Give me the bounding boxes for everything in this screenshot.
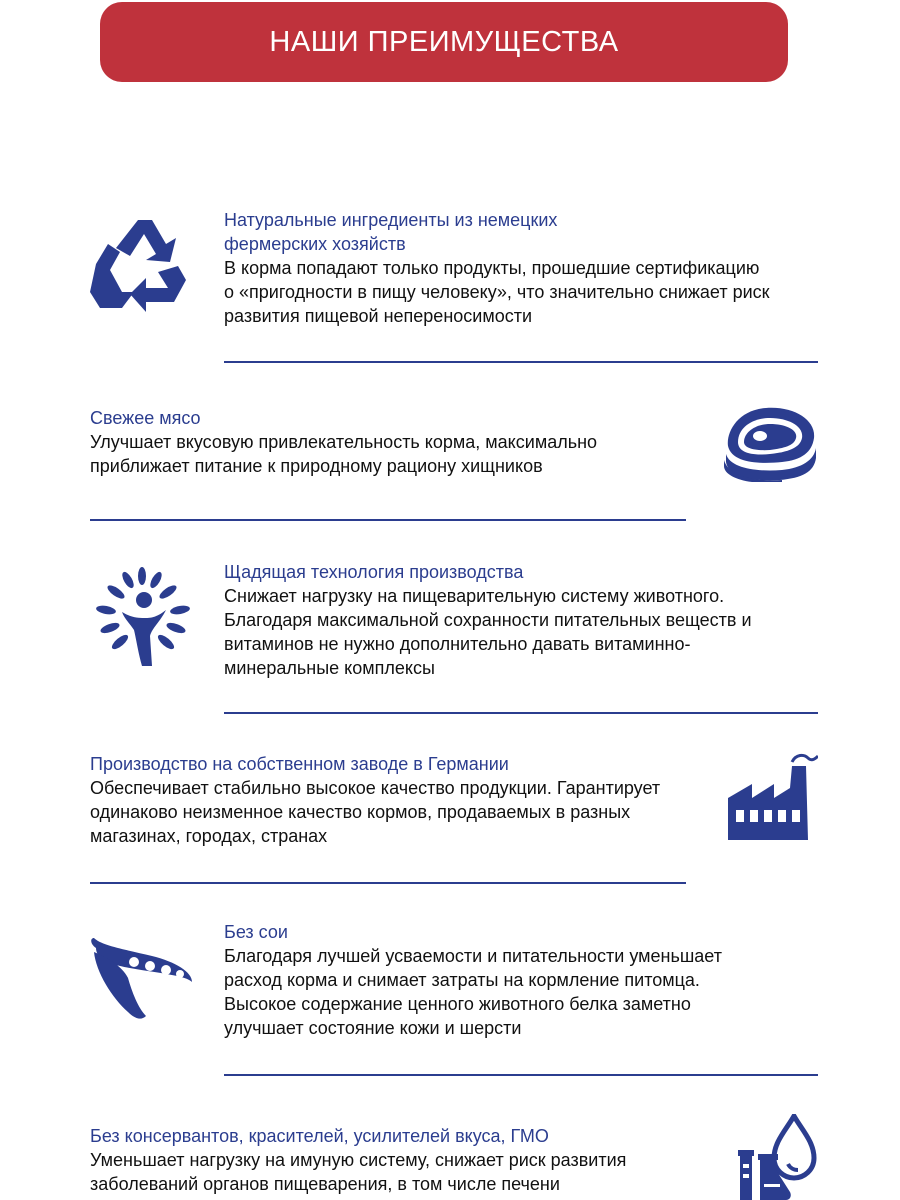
feature-own-factory	[90, 752, 720, 848]
feature-text: Улучшает вкусовую привлекательность корма, максимально приближает питание к природному рациону хищников	[90, 432, 598, 476]
tree-person-icon	[92, 566, 196, 670]
feature-text: Обеспечивает стабильно высокое качество продукции. Гарантирует одинаково неизменное качество кормов, продаваемых в разных магазинах, городах, странах	[90, 778, 661, 846]
factory-icon	[726, 752, 818, 842]
divider	[224, 712, 818, 714]
meat-steak-icon	[722, 402, 820, 482]
header-banner	[100, 2, 788, 82]
feature-text: Благодаря лучшей усваемости и питательности уменьшает расход корма и снимает затраты на кормление питомца. Высокое содержание ценного животного белка заметно улучшает состояние кожи и шерсти	[224, 946, 722, 1038]
feature-no-preservatives	[90, 1124, 720, 1196]
feature-title: Производство на собственном заводе в Германии	[90, 754, 509, 774]
lab-flask-drop-icon	[736, 1114, 820, 1200]
feature-title: Натуральные ингредиенты из немецких фермерских хозяйств	[224, 210, 558, 254]
feature-text: В корма попадают только продукты, прошедшие сертификацию о «пригодности в пищу человеку», что значительно снижает риск развития пищевой непереносимости	[224, 258, 770, 326]
feature-title: Без сои	[224, 922, 288, 942]
divider	[90, 519, 686, 521]
soy-pod-icon	[88, 936, 194, 1022]
feature-title: Свежее мясо	[90, 408, 201, 428]
divider	[224, 1074, 818, 1076]
recycle-icon	[86, 214, 190, 314]
divider	[224, 361, 818, 363]
feature-natural-ingredients	[224, 208, 824, 328]
feature-no-soy	[224, 920, 824, 1040]
page-title: НАШИ ПРЕИМУЩЕСТВА	[269, 25, 619, 58]
feature-text: Уменьшает нагрузку на имуную систему, снижает риск развития заболеваний органов пищеварения, в том числе печени	[90, 1150, 627, 1194]
divider	[90, 882, 686, 884]
feature-fresh-meat	[90, 406, 710, 478]
feature-title: Щадящая технология производства	[224, 562, 524, 582]
feature-title: Без консервантов, красителей, усилителей вкуса, ГМО	[90, 1126, 549, 1146]
feature-text: Снижает нагрузку на пищеварительную систему животного. Благодаря максимальной сохранности питательных веществ и витаминов не нужно дополнительно давать витаминно- минеральные комплексы	[224, 586, 752, 678]
feature-gentle-technology	[224, 560, 824, 680]
